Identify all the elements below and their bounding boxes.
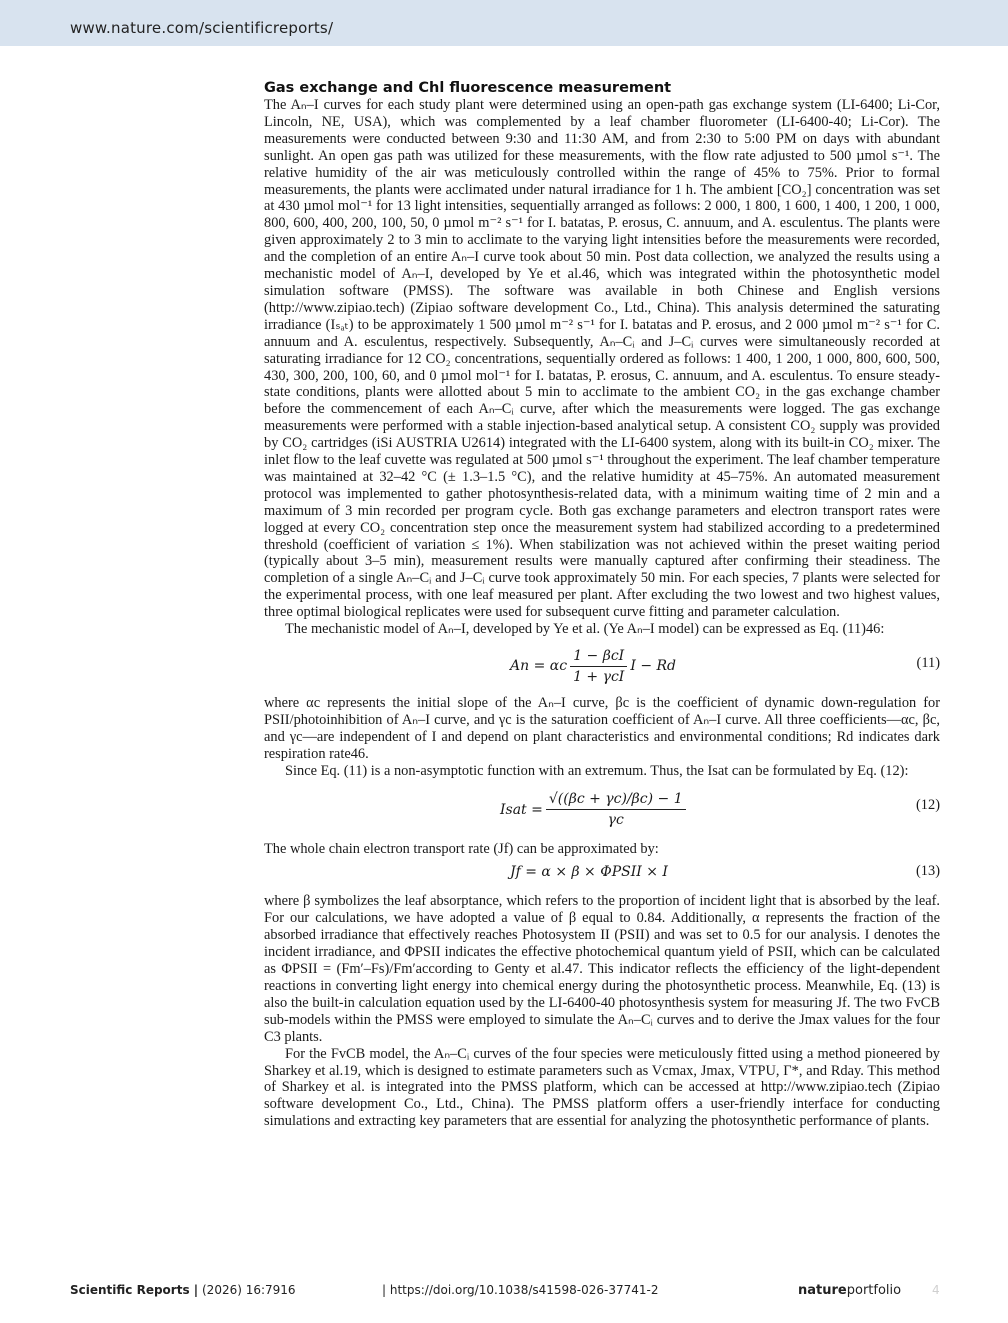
eq13-expression: Jf = α × β × ΦPSII × I <box>510 864 668 881</box>
eq12-numerator: √((βc + γc)/βc) − 1 <box>546 791 686 810</box>
page-footer <box>70 1283 940 1301</box>
equation-13 <box>264 859 940 885</box>
equation-11 <box>264 643 940 689</box>
equation-12 <box>264 785 940 835</box>
brand-rest: portfolio <box>846 1283 902 1298</box>
footer-journal: Scientific Reports | <box>70 1283 199 1297</box>
eq12-lhs: Isat = <box>500 801 543 818</box>
paragraph-coefficients: where αc represents the initial slope of the Aₙ–I curve, βc is the coefficient of dynamic down-regulation for PSII/photoinhibition of Aₙ–I curve, and γc is the saturation coefficient of Aₙ–I curve. All three coefficients—αc, βc, and γc—are independent of I and depend on plant characteristics and environmental conditions; Rd indicates dark respiration rate46. <box>264 695 940 762</box>
nature-portfolio-logo <box>798 1283 901 1298</box>
eq11-lhs: An = αc <box>510 658 568 674</box>
eq12-number: (12) <box>916 796 940 813</box>
eq11-fraction <box>570 648 627 685</box>
eq11-denominator: 1 + γcI <box>573 668 625 685</box>
eq11-numerator: 1 − βcI <box>570 648 627 667</box>
paragraph-isat-intro: Since Eq. (11) is a non-asymptotic function with an extremum. Thus, the Isat can be formulated by Eq. (12): <box>285 762 909 779</box>
site-header-bar <box>0 0 1008 46</box>
section-heading: Gas exchange and Chl fluorescence measurement <box>264 80 672 96</box>
paragraph-fvcb: For the FvCB model, the Aₙ–Cᵢ curves of the four species were meticulously fitted using a method pioneered by Sharkey et al.19, which is designed to estimate parameters such as Vcmax, Jmax, VTPU, Γ*, and Rday. This method of Sharkey et al. is integrated into the PMSS platform, which can be accessed at http://www.zipiao.tech (Zipiao software development Co., Ltd., China). The PMSS platform offers a user-friendly interface for conducting simulations and extracting key parameters that are essential for analyzing the photosynthetic performance of plants. <box>264 1045 940 1130</box>
footer-doi-link[interactable]: | https://doi.org/10.1038/s41598-026-37741-2 <box>382 1283 659 1297</box>
eq11-number: (11) <box>916 655 940 671</box>
eq12-fraction <box>546 791 686 828</box>
paragraph-methods: The Aₙ–I curves for each study plant were determined using an open-path gas exchange system (LI-6400; Li-Cor, Lincoln, NE, USA), which was complemented by a leaf chamber fluorometer (LI-6400-40; Li-Cor). The measurements were conducted between 9:30 and 11:30 AM, and from 2:30 to 5:00 PM on days with abundant sunlight. An open gas path was utilized for these measurements, with the flow rate adjusted to 500 µmol s⁻¹. The relative humidity of the air was meticulously controlled within the range of 45% to 75%. Prior to formal measurements, the plants were acclimated under natural irradiance for 1 h. The ambient [CO₂] concentration was set at 430 µmol mol⁻¹ for 13 light intensities, sequentially arranged as follows: 2 000, 1 800, 1 600, 1 400, 1 200, 1 000, 800, 600, 400, 200, 100, 50, 0 µmol m⁻² s⁻¹ for I. batatas, P. erosus, C. annuum, and A. esculentus. The plants were given approximately 2 to 3 min to acclimate to the varying light intensities before the measurements were recorded, and the completion of an entire Aₙ–I curve took about 50 min. Post data collection, we analyzed the results using a mechanistic model of Aₙ–I, developed by Ye et al.46, which was integrated within the photosynthetic model simulation software (PMSS). The software was available in both Chinese and English versions (http://www.zipiao.tech) (Zipiao software development Co., Ltd., China). This analysis determined the saturating irradiance (Iₛₐₜ) to be approximately 1 500 µmol m⁻² s⁻¹ for I. batatas and P. erosus, and 2 000 µmol m⁻² s⁻¹ for C. annuum and A. esculentus, respectively. Subsequently, Aₙ–Cᵢ and J–Cᵢ curves were simultaneously recorded at saturating irradiance for 12 CO₂ concentrations, sequentially ordered as follows: 1 400, 1 200, 1 000, 800, 600, 500, 430, 300, 200, 100, 60, and 0 µmol mol⁻¹ for I. batatas, P. erosus, C. annuum, and A. esculentus. To ensure steady-state conditions, plants were allotted about 5 min to acclimate to the ambient CO₂ in the gas exchange chamber before the commencement of each Aₙ–Cᵢ curve, after which the measurements were logged. The gas exchange measurements were performed with a stable injection-based analytical setup. A consistent CO₂ supply was provided by CO₂ cartridges (iSi AUSTRIA U2614) integrated with the LI-6400 system, along with its built-in CO₂ mixer. The inlet flow to the leaf cuvette was regulated at 500 µmol s⁻¹ throughout the experiment. The leaf chamber temperature was maintained at 32–42 °C (± 1.3–1.5 °C), and the relative humidity at 45–75%. An automated measurement protocol was implemented to gather photosynthesis-related data, with a minimum waiting time of 2 min and a maximum of 3 min recorded per program cycle. Both gas exchange parameters and electron transport rates were logged at every CO₂ concentration step once the measurement system had stabilized according to a predetermined threshold (coefficient of variation ≤ 1%). When stabilization was not achieved within the preset waiting period (typically about 3–5 min), measurement results were manually captured after confirming their steadiness. The completion of a single Aₙ–Cᵢ and J–Cᵢ curve took approximately 50 min. For each species, 7 plants were selected for the experimental process, with one leaf measured per plant. After excluding the two lowest and two highest values, three optimal biological replicates were used for subsequent curve fitting and parameter calculation. <box>264 97 940 621</box>
eq12-denominator: γc <box>607 812 624 829</box>
article-body <box>264 80 940 1130</box>
paragraph-model-intro: The mechanistic model of Aₙ–I, developed by Ye et al. (Ye Aₙ–I model) can be expressed as Eq. (11)46: <box>285 621 885 638</box>
paragraph-absorptance: where β symbolizes the leaf absorptance, which refers to the proportion of incident light that is absorbed by the leaf. For our calculations, we have adopted a value of β equal to 0.84. Additionally, α represents the fraction of the absorbed irradiance that effectively reaches Photosystem II (PSII) and was set to 0.5 for our analysis. I denotes the incident irradiance, and ΦPSII indicates the effective photochemical quantum yield of PSII, which can be calculated as ΦPSII = (Fm′–Fs)/Fm′according to Genty et al.47. This indicator reflects the efficiency of the light-dependent reactions in converting light energy into chemical energy during the photosynthetic process. Meanwhile, Eq. (13) is also the built-in calculation equation used by the LI-6400-40 photosynthesis system for measuring Jf. The two FvCB sub-models within the PMSS were employed to simulate the Aₙ–Cᵢ curves and to derive the Jmax values for the four C3 plants. <box>264 893 940 1045</box>
eq13-number: (13) <box>916 863 940 880</box>
footer-volume: (2026) 16:7916 <box>202 1283 296 1297</box>
brand-bold: nature <box>798 1283 847 1298</box>
site-url[interactable]: www.nature.com/scientificreports/ <box>70 19 334 37</box>
page-number: 4 <box>932 1283 940 1297</box>
paragraph-jf-intro: The whole chain electron transport rate (Jf) can be approximated by: <box>264 840 659 857</box>
eq11-rhs: I − Rd <box>630 658 677 674</box>
